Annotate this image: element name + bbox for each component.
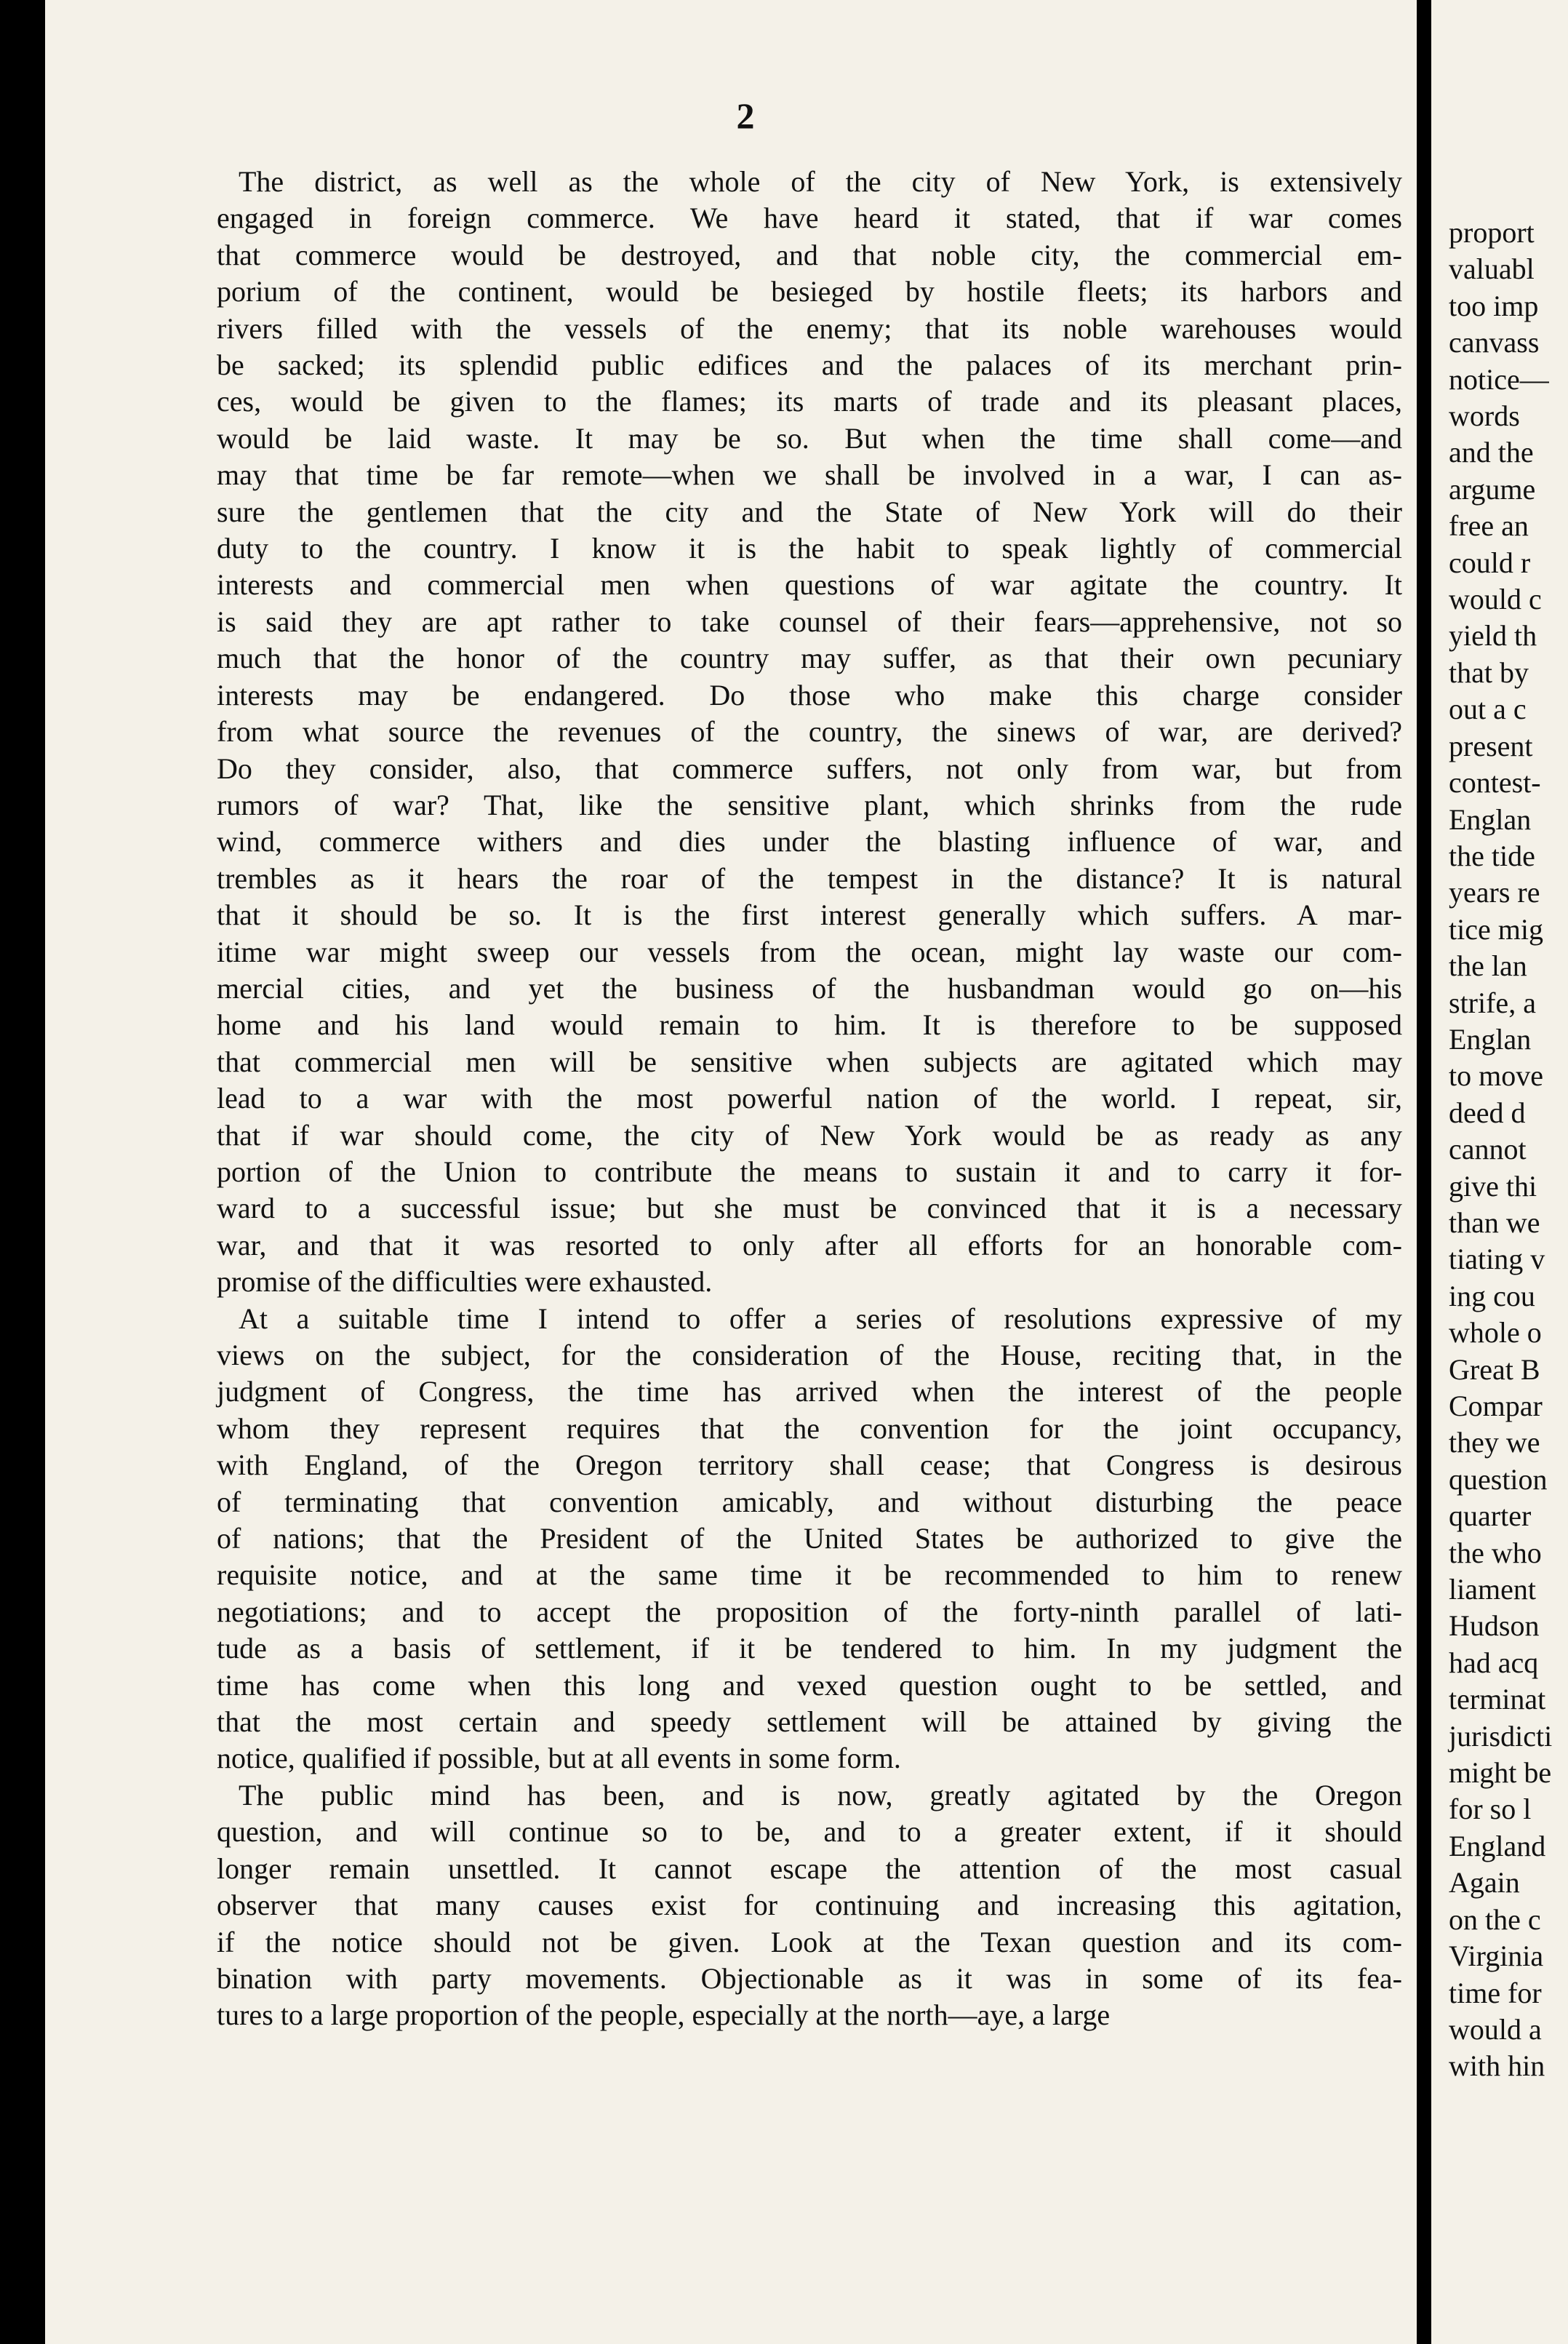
right-text-line: terminat <box>1449 1683 1546 1716</box>
right-text-line: the lan <box>1449 949 1527 983</box>
right-text-line: quarter <box>1449 1499 1532 1533</box>
text-line: that commerce would be destroyed, and that noble city, the commercial em- <box>217 238 1402 271</box>
text-line: be sacked; its splendid public edifices and the palaces of its merchant prin- <box>217 348 1402 382</box>
text-line: notice, qualified if possible, but at all events in some form. <box>217 1742 901 1775</box>
right-text-line: too imp <box>1449 289 1539 322</box>
text-line: tude as a basis of settlement, if it be tendered to him. In my judgment the <box>217 1632 1402 1665</box>
text-line: is said they are apt rather to take counsel of their fears—apprehensive, not so <box>217 605 1402 638</box>
right-text-line: could r <box>1449 546 1531 579</box>
text-line: itime war might sweep our vessels from the ocean, might lay waste our com- <box>217 935 1402 968</box>
right-text-line: time for <box>1449 1976 1542 2009</box>
text-line: observer that many causes exist for continuing and increasing this agitation, <box>217 1889 1402 1922</box>
right-page-text <box>1449 215 1552 2085</box>
right-text-line: cannot <box>1449 1133 1527 1166</box>
paragraph <box>217 1301 1402 1777</box>
text-line: The public mind has been, and is now, greatly agitated by the Oregon <box>239 1778 1402 1811</box>
right-text-line: Again <box>1449 1866 1520 1899</box>
right-text-line: free an <box>1449 509 1529 543</box>
paragraph <box>217 164 1402 1301</box>
text-line: promise of the difficulties were exhausted. <box>217 1265 713 1299</box>
text-line: time has come when this long and vexed question ought to be settled, and <box>217 1668 1402 1702</box>
text-line: ces, would be given to the flames; its marts of trade and its pleasant places, <box>217 385 1402 418</box>
paragraph <box>217 1777 1402 2034</box>
page-number: 2 <box>736 95 755 136</box>
text-line: trembles as it hears the roar of the tempest in the distance? It is natural <box>217 861 1402 895</box>
text-line: views on the subject, for the consideration of the House, reciting that, in the <box>217 1339 1402 1371</box>
text-line: if the notice should not be given. Look at the Texan question and its com- <box>217 1925 1402 1958</box>
text-line: requisite notice, and at the same time it be recommended to him to renew <box>217 1558 1402 1592</box>
right-text-line: words <box>1449 399 1520 433</box>
right-text-line: Great B <box>1449 1352 1540 1386</box>
text-line: may that time be far remote—when we shall be involved in a war, I can as- <box>217 458 1402 492</box>
right-text-line: might be <box>1449 1756 1552 1790</box>
right-text-line: liament <box>1449 1573 1536 1606</box>
right-page-edge <box>1431 0 1568 2344</box>
text-line: that the most certain and speedy settlement will be attained by giving the <box>217 1705 1402 1739</box>
text-line: tures to a large proportion of the people, especially at the north—aye, a large <box>217 1998 1111 2032</box>
text-line: lead to a war with the most powerful nation of the world. I repeat, sir, <box>217 1082 1402 1115</box>
right-text-line: than we <box>1449 1205 1540 1239</box>
right-text-line: argume <box>1449 472 1536 506</box>
text-line: interests may be endangered. Do those who make this charge consider <box>217 678 1402 711</box>
text-line: negotiations; and to accept the proposition of the forty-ninth parallel of lati- <box>217 1595 1402 1628</box>
right-text-line: whole o <box>1449 1316 1542 1350</box>
text-line: interests and commercial men when questions of war agitate the country. It <box>217 568 1402 602</box>
text-line: Do they consider, also, that commerce suffers, not only from war, but from <box>217 752 1402 785</box>
text-line: portion of the Union to contribute the means to sustain it and to carry it for- <box>217 1155 1402 1188</box>
right-text-line: tice mig <box>1449 912 1543 946</box>
right-text-line: on the c <box>1449 1902 1541 1936</box>
text-line: war, and that it was resorted to only after all efforts for an honorable com- <box>217 1228 1402 1261</box>
right-text-line: they we <box>1449 1426 1540 1459</box>
right-text-line: canvass <box>1449 326 1540 359</box>
text-line: home and his land would remain to him. It is therefore to be supposed <box>217 1008 1402 1042</box>
right-text-line: Virginia <box>1449 1940 1544 1973</box>
text-line: longer remain unsettled. It cannot escape the attention of the most casual <box>217 1851 1402 1885</box>
right-text-line: Englan <box>1449 802 1532 836</box>
text-line: The district, as well as the whole of the city of New York, is extensively <box>239 165 1402 198</box>
text-line: question, and will continue so to be, and to a greater extent, if it should <box>217 1815 1402 1849</box>
text-line: with England, of the Oregon territory shall cease; that Congress is desirous <box>217 1448 1402 1482</box>
right-text-line: for so l <box>1449 1793 1532 1826</box>
text-line: judgment of Congress, the time has arrived when the interest of the people <box>217 1375 1402 1408</box>
right-text-line: out a c <box>1449 693 1527 726</box>
right-text-line: ing cou <box>1449 1279 1535 1312</box>
right-text-line: the tide <box>1449 839 1535 872</box>
text-line: engaged in foreign commerce. We have heard it stated, that if war comes <box>217 202 1402 235</box>
right-text-line: valuabl <box>1449 252 1535 286</box>
text-line: At a suitable time I intend to offer a series of resolutions expressive of my <box>239 1301 1402 1335</box>
right-text-line: tiating v <box>1449 1243 1545 1276</box>
right-text-line: deed d <box>1449 1096 1526 1129</box>
right-text-line: Compar <box>1449 1390 1543 1422</box>
right-text-line: years re <box>1449 876 1540 909</box>
right-text-line: the who <box>1449 1536 1542 1569</box>
text-line: duty to the country. I know it is the habit to speak lightly of commercial <box>217 532 1402 565</box>
right-text-line: give thi <box>1449 1169 1537 1203</box>
right-text-line: notice— <box>1449 362 1549 396</box>
text-line: that if war should come, the city of New York would be as ready as any <box>217 1118 1402 1152</box>
text-line: mercial cities, and yet the business of the husbandman would go on—his <box>217 971 1402 1005</box>
right-text-line: present <box>1449 729 1533 762</box>
text-column <box>217 164 1402 2034</box>
text-line: of nations; that the President of the United States be authorized to give the <box>217 1522 1402 1555</box>
text-line: much that the honor of the country may suffer, as that their own pecuniary <box>217 642 1402 675</box>
text-line: porium of the continent, would be besieged by hostile fleets; its harbors and <box>217 275 1402 308</box>
text-line: rumors of war? That, like the sensitive plant, which shrinks from the rude <box>217 788 1402 821</box>
text-line: of terminating that convention amicably, and without disturbing the peace <box>217 1485 1402 1518</box>
text-line: would be laid waste. It may be so. But when the time shall come—and <box>217 421 1402 455</box>
right-text-line: Englan <box>1449 1022 1532 1056</box>
right-text-line: strife, a <box>1449 986 1536 1019</box>
text-line: wind, commerce withers and dies under the blasting influence of war, and <box>217 825 1402 858</box>
right-text-line: proport <box>1449 216 1535 249</box>
text-line: whom they represent requires that the convention for the joint occupancy, <box>217 1411 1402 1445</box>
text-line: sure the gentlemen that the city and the State of New York will do their <box>217 495 1402 528</box>
right-text-line: yield th <box>1449 619 1537 653</box>
text-line: bination with party movements. Objectionable as it was in some of its fea- <box>217 1961 1402 1995</box>
right-text-line: and the <box>1449 436 1534 469</box>
text-line: that it should be so. It is the first interest generally which suffers. A mar- <box>217 898 1402 932</box>
right-text-line: to move <box>1449 1059 1543 1093</box>
right-text-line: question <box>1449 1462 1548 1496</box>
right-text-line: that by <box>1449 655 1529 689</box>
right-text-line: had acq <box>1449 1646 1539 1679</box>
right-text-line: contest- <box>1449 766 1541 800</box>
right-text-line: Hudson <box>1449 1609 1540 1643</box>
text-line: that commercial men will be sensitive when subjects are agitated which may <box>217 1045 1402 1078</box>
text-line: ward to a successful issue; but she must be convinced that it is a necessary <box>217 1192 1402 1225</box>
right-text-line: would a <box>1449 2012 1542 2046</box>
right-text-line: with hin <box>1449 2049 1545 2083</box>
text-line: from what source the revenues of the country, the sinews of war, are derived? <box>217 715 1402 749</box>
right-text-line: jurisdicti <box>1449 1719 1553 1753</box>
text-line: rivers filled with the vessels of the enemy; that its noble warehouses would <box>217 311 1402 345</box>
right-text-line: would c <box>1449 583 1542 616</box>
left-page <box>45 0 1417 2344</box>
right-text-line: England <box>1449 1829 1546 1862</box>
